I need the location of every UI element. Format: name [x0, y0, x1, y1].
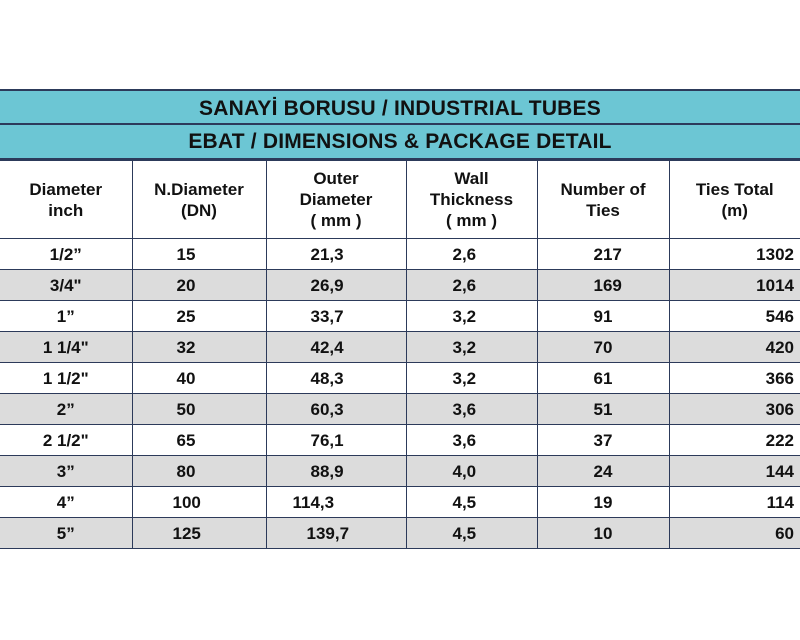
- column-header-nominal-diameter: [132, 161, 266, 239]
- table-title: SANAYİ BORUSU / INDUSTRIAL TUBES: [0, 89, 800, 125]
- cell-outer-diameter: 88,9: [266, 456, 406, 487]
- cell-number-of-ties: 19: [537, 487, 669, 518]
- header-row: [0, 161, 800, 239]
- cell-ties-total: 420: [669, 332, 800, 363]
- header-line: (m): [721, 200, 748, 220]
- cell-number-of-ties: 217: [537, 239, 669, 270]
- cell-outer-diameter: 76,1: [266, 425, 406, 456]
- cell-nominal-diameter: 20: [132, 270, 266, 301]
- cell-wall-thickness: 4,5: [406, 487, 537, 518]
- header-line: Outer: [313, 169, 359, 188]
- cell-wall-thickness: 3,2: [406, 301, 537, 332]
- table-row: [0, 301, 800, 332]
- cell-nominal-diameter: 65: [132, 425, 266, 456]
- table-subtitle: EBAT / DIMENSIONS & PACKAGE DETAIL: [0, 125, 800, 160]
- cell-diameter-inch: 5”: [0, 518, 132, 549]
- header-line: ( mm ): [446, 211, 497, 230]
- column-header-wall-thickness: [406, 161, 537, 239]
- cell-outer-diameter: 48,3: [266, 363, 406, 394]
- table-row: [0, 239, 800, 270]
- cell-diameter-inch: 3/4": [0, 270, 132, 301]
- column-header-ties-total: [669, 161, 800, 239]
- cell-outer-diameter: 42,4: [266, 332, 406, 363]
- cell-diameter-inch: 1/2”: [0, 239, 132, 270]
- cell-number-of-ties: 70: [537, 332, 669, 363]
- cell-wall-thickness: 2,6: [406, 239, 537, 270]
- cell-outer-diameter: 26,9: [266, 270, 406, 301]
- cell-ties-total: 366: [669, 363, 800, 394]
- cell-ties-total: 144: [669, 456, 800, 487]
- cell-number-of-ties: 10: [537, 518, 669, 549]
- cell-nominal-diameter: 32: [132, 332, 266, 363]
- column-header-diameter-inch: [0, 161, 132, 239]
- cell-nominal-diameter: 15: [132, 239, 266, 270]
- cell-diameter-inch: 2 1/2": [0, 425, 132, 456]
- column-header-number-of-ties: [537, 161, 669, 239]
- tube-spec-sheet: [0, 89, 800, 549]
- cell-ties-total: 222: [669, 425, 800, 456]
- table-row: [0, 518, 800, 549]
- header-line: (DN): [181, 200, 217, 220]
- cell-ties-total: 1302: [669, 239, 800, 270]
- column-header-outer-diameter: [266, 161, 406, 239]
- dimensions-table: [0, 160, 800, 549]
- header-line: ( mm ): [310, 211, 362, 230]
- table-row: [0, 487, 800, 518]
- cell-outer-diameter: 60,3: [266, 394, 406, 425]
- cell-wall-thickness: 3,6: [406, 394, 537, 425]
- cell-outer-diameter: 139,7: [266, 518, 406, 549]
- cell-number-of-ties: 37: [537, 425, 669, 456]
- cell-diameter-inch: 1 1/2": [0, 363, 132, 394]
- cell-number-of-ties: 51: [537, 394, 669, 425]
- cell-ties-total: 306: [669, 394, 800, 425]
- header-line: Ties Total: [695, 179, 774, 199]
- table-row: [0, 425, 800, 456]
- cell-number-of-ties: 169: [537, 270, 669, 301]
- header-line: Diameter: [299, 190, 373, 209]
- cell-diameter-inch: 3”: [0, 456, 132, 487]
- cell-outer-diameter: 33,7: [266, 301, 406, 332]
- cell-ties-total: 114: [669, 487, 800, 518]
- cell-outer-diameter: 114,3: [266, 487, 406, 518]
- header-line: Thickness: [429, 190, 514, 209]
- cell-diameter-inch: 1”: [0, 301, 132, 332]
- cell-number-of-ties: 91: [537, 301, 669, 332]
- cell-number-of-ties: 24: [537, 456, 669, 487]
- cell-nominal-diameter: 50: [132, 394, 266, 425]
- cell-diameter-inch: 4”: [0, 487, 132, 518]
- table-row: [0, 270, 800, 301]
- cell-diameter-inch: 1 1/4": [0, 332, 132, 363]
- cell-number-of-ties: 61: [537, 363, 669, 394]
- table-row: [0, 394, 800, 425]
- cell-nominal-diameter: 40: [132, 363, 266, 394]
- table-row: [0, 332, 800, 363]
- header-line: inch: [48, 200, 84, 220]
- table-row: [0, 456, 800, 487]
- table-row: [0, 363, 800, 394]
- cell-outer-diameter: 21,3: [266, 239, 406, 270]
- cell-ties-total: 1014: [669, 270, 800, 301]
- cell-wall-thickness: 2,6: [406, 270, 537, 301]
- cell-ties-total: 546: [669, 301, 800, 332]
- cell-nominal-diameter: 100: [132, 487, 266, 518]
- header-line: Ties: [586, 200, 620, 220]
- header-line: Number of: [560, 179, 646, 199]
- cell-wall-thickness: 3,2: [406, 363, 537, 394]
- cell-diameter-inch: 2”: [0, 394, 132, 425]
- cell-nominal-diameter: 125: [132, 518, 266, 549]
- header-line: Wall: [454, 169, 489, 188]
- cell-wall-thickness: 4,0: [406, 456, 537, 487]
- header-line: Diameter: [29, 179, 103, 199]
- header-line: N.Diameter: [154, 179, 244, 199]
- cell-nominal-diameter: 25: [132, 301, 266, 332]
- cell-wall-thickness: 3,2: [406, 332, 537, 363]
- cell-wall-thickness: 3,6: [406, 425, 537, 456]
- cell-nominal-diameter: 80: [132, 456, 266, 487]
- cell-ties-total: 60: [669, 518, 800, 549]
- cell-wall-thickness: 4,5: [406, 518, 537, 549]
